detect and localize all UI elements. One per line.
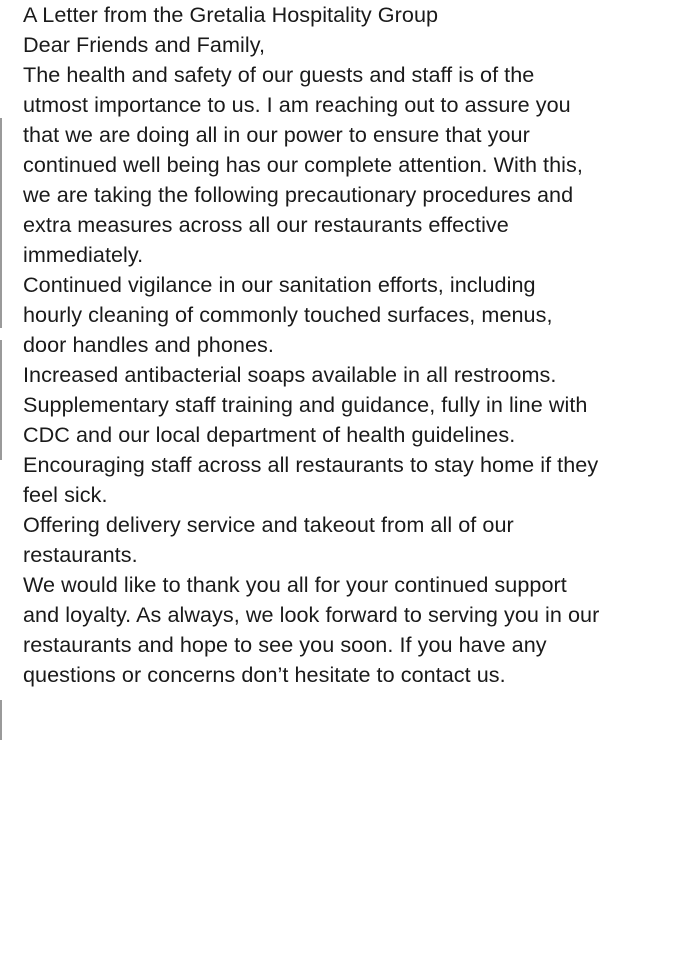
paragraph-sanitation: Continued vigilance in our sanitation efforts, including hourly cleaning of commonly touched surfaces, menus, door handles and phones. (23, 272, 553, 357)
paragraph-sick-staff: Encouraging staff across all restaurants to stay home if they feel sick. (23, 452, 599, 507)
letter-body (23, 0, 679, 690)
letter-greeting: Dear Friends and Family, (23, 32, 266, 57)
paragraph-intro: The health and safety of our guests and staff is of the utmost importance to us. I am reaching out to assure you that we are doing all in our power to ensure that your continued well being has our complete attention. With this, we are taking the following precautionary procedures and extra measures across all our restaurants effective immediately. (23, 62, 583, 267)
page-edge-mark (0, 118, 2, 328)
page-edge-mark (0, 340, 2, 460)
paragraph-closing: We would like to thank you all for your continued support and loyalty. As always, we look forward to serving you in our restaurants and hope to see you soon. If you have any questions or concerns don’t hesitate to contact us. (23, 572, 600, 687)
paragraph-soaps: Increased antibacterial soaps available in all restrooms. (23, 362, 557, 387)
paragraph-delivery: Offering delivery service and takeout from all of our restaurants. (23, 512, 514, 567)
page-edge-mark (0, 700, 2, 740)
paragraph-training: Supplementary staff training and guidance, fully in line with CDC and our local department of health guidelines. (23, 392, 588, 447)
letter-title: A Letter from the Gretalia Hospitality Group (23, 2, 439, 27)
